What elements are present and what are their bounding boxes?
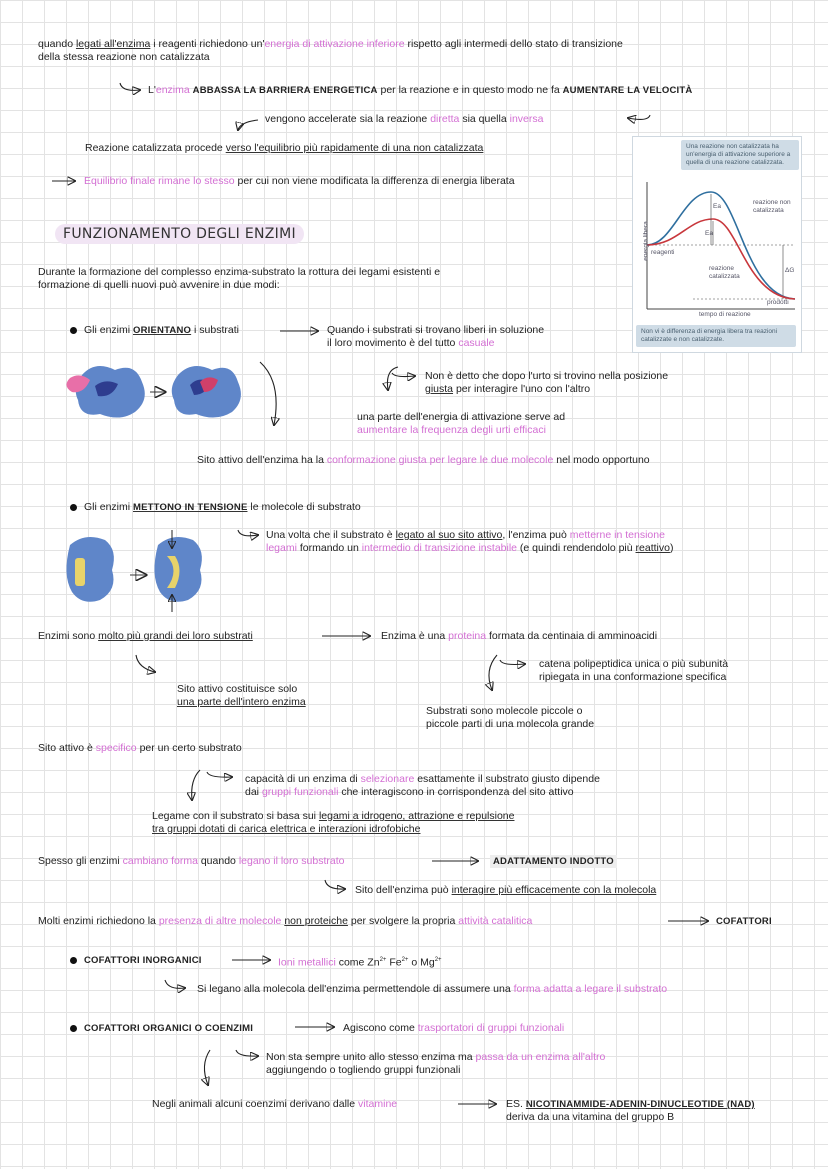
- text-line: Agiscono come trasportatori di gruppi funzionali: [343, 1022, 565, 1034]
- text-line: capacità di un enzima di selezionare esattamente il substrato giusto dipende: [245, 773, 600, 785]
- text-line: deriva da una vitamina del gruppo B: [506, 1111, 675, 1123]
- bullet: [70, 504, 77, 511]
- enzyme-orient-illustration: [66, 366, 240, 418]
- chart-caption-top: Una reazione non catalizzata ha un'energia di attivazione superiore a quella di una reazione catalizzata.: [681, 140, 799, 170]
- text-line: Reazione catalizzata procede verso l'equilibrio più rapidamente di una non catalizzata: [85, 142, 484, 154]
- ea2-label: Ea: [705, 230, 713, 237]
- bullet: [70, 957, 77, 964]
- ea-label: Ea: [713, 203, 721, 210]
- text-line: Enzima è una proteina formata da centinaia di amminoacidi: [381, 630, 658, 642]
- text-line: Molti enzimi richiedono la presenza di altre molecole non proteiche per svolgere la propria attività catalitica: [38, 915, 533, 927]
- text-line: Quando i substrati si trovano liberi in soluzione: [327, 324, 545, 336]
- intro-line: Durante la formazione del complesso enzima-substrato la rottura dei legami esistenti e: [38, 266, 441, 278]
- reagenti-label: reagenti: [651, 249, 675, 256]
- chart-caption-bottom: Non vi è differenza di energia libera tra reazioni catalizzate e non catalizzate.: [636, 325, 796, 347]
- noncat-label: reazione non catalizzata: [753, 199, 791, 214]
- text-line: piccole parti di una molecola grande: [426, 718, 595, 730]
- adattamento-indotto-label: ADATTAMENTO INDOTTO: [490, 855, 617, 868]
- text-line: Si legano alla molecola dell'enzima permettendole di assumere una forma adatta a legare il substrato: [197, 983, 668, 995]
- text-line: il loro movimento è del tutto casuale: [327, 337, 495, 349]
- delta-g-label: ΔG: [785, 267, 795, 274]
- cofattori-inorganici-label: COFATTORI INORGANICI: [84, 955, 202, 966]
- prodotti-label: prodotti: [767, 299, 789, 306]
- bullet: [70, 1025, 77, 1032]
- energy-diagram: [632, 136, 802, 353]
- text-line: aggiungendo o togliendo gruppi funzionali: [266, 1064, 461, 1076]
- energy-plot: [633, 137, 801, 352]
- text-line: Equilibrio finale rimane lo stesso per cui non viene modificata la differenza di energia liberata: [84, 175, 515, 187]
- section-heading: FUNZIONAMENTO DEGLI ENZIMI: [55, 224, 304, 244]
- intro-line: formazione di quelli nuovi può avvenire in due modi:: [38, 279, 280, 291]
- text-line: quando legati all'enzima i reagenti richiedono un'energia di attivazione inferiore rispetto agli intermedi dello stato di transizione: [38, 38, 623, 50]
- cofattori-organici-label: COFATTORI ORGANICI O COENZIMI: [84, 1023, 254, 1034]
- text-line: L'enzima ABBASSA LA BARRIERA ENERGETICA per la reazione e in questo modo ne fa AUMENTARE LA VELOCITÀ: [148, 84, 693, 96]
- text-line: Non sta sempre unito allo stesso enzima ma passa da un enzima all'altro: [266, 1051, 606, 1063]
- text-line: Sito attivo costituisce solo: [177, 683, 298, 695]
- cofattori-label: COFATTORI: [716, 916, 772, 927]
- text-line: legami formando un intermedio di transizione instabile (e quindi rendendolo più reattivo): [266, 542, 674, 554]
- tension-title: Gli enzimi METTONO IN TENSIONE le molecole di substrato: [84, 501, 361, 513]
- text-line: una parte dell'energia di attivazione serve ad: [357, 411, 566, 423]
- bullet: [70, 327, 77, 334]
- text-line: Non è detto che dopo l'urto si trovino nella posizione: [425, 370, 669, 382]
- text-line: ripiegata in una conformazione specifica: [539, 671, 727, 683]
- text-line: tra gruppi dotati di carica elettrica e interazioni idrofobiche: [152, 823, 421, 835]
- text-line: Una volta che il substrato è legato al suo sito attivo, l'enzima può metterne in tensione: [266, 529, 665, 541]
- text-line: della stessa reazione non catalizzata: [38, 51, 210, 63]
- text-line: Substrati sono molecole piccole o: [426, 705, 583, 717]
- text-line: una parte dell'intero enzima: [177, 696, 306, 708]
- text-line: Ioni metallici come $Zn^{2+}$ $Fe^{2+}$ o $Mg^{2+}$: [278, 956, 442, 969]
- text-line: dai gruppi funzionali che interagiscono in corrispondenza del sito attivo: [245, 786, 574, 798]
- text-line: vengono accelerate sia la reazione diretta sia quella inversa: [265, 113, 544, 125]
- text-line: Spesso gli enzimi cambiano forma quando legano il loro substrato: [38, 855, 345, 867]
- text-line: Legame con il substrato si basa sui legami a idrogeno, attrazione e repulsione: [152, 810, 515, 822]
- text-line: Enzimi sono molto più grandi dei loro substrati: [38, 630, 253, 642]
- text-line: Sito attivo dell'enzima ha la conformazione giusta per legare le due molecole nel modo opportuno: [197, 454, 650, 466]
- text-line: ES. NICOTINAMMIDE-ADENIN-DINUCLEOTIDE (NAD): [506, 1098, 755, 1110]
- text-line: Negli animali alcuni coenzimi derivano dalle vitamine: [152, 1098, 398, 1110]
- text-line: Sito attivo è specifico per un certo substrato: [38, 742, 242, 754]
- text-line: aumentare la frequenza degli urti efficaci: [357, 424, 546, 436]
- y-axis-label: energia libera: [642, 221, 650, 261]
- orient-title: Gli enzimi ORIENTANO i substrati: [84, 324, 239, 336]
- text-line: giusta per interagire l'uno con l'altro: [425, 383, 591, 395]
- enzyme-tension-illustration: [66, 530, 201, 612]
- text-line: catena polipeptidica unica o più subunità: [539, 658, 729, 670]
- cat-label: reazione catalizzata: [709, 265, 740, 280]
- text-line: Sito dell'enzima può interagire più efficacemente con la molecola: [355, 884, 657, 896]
- x-axis-label: tempo di reazione: [699, 311, 751, 318]
